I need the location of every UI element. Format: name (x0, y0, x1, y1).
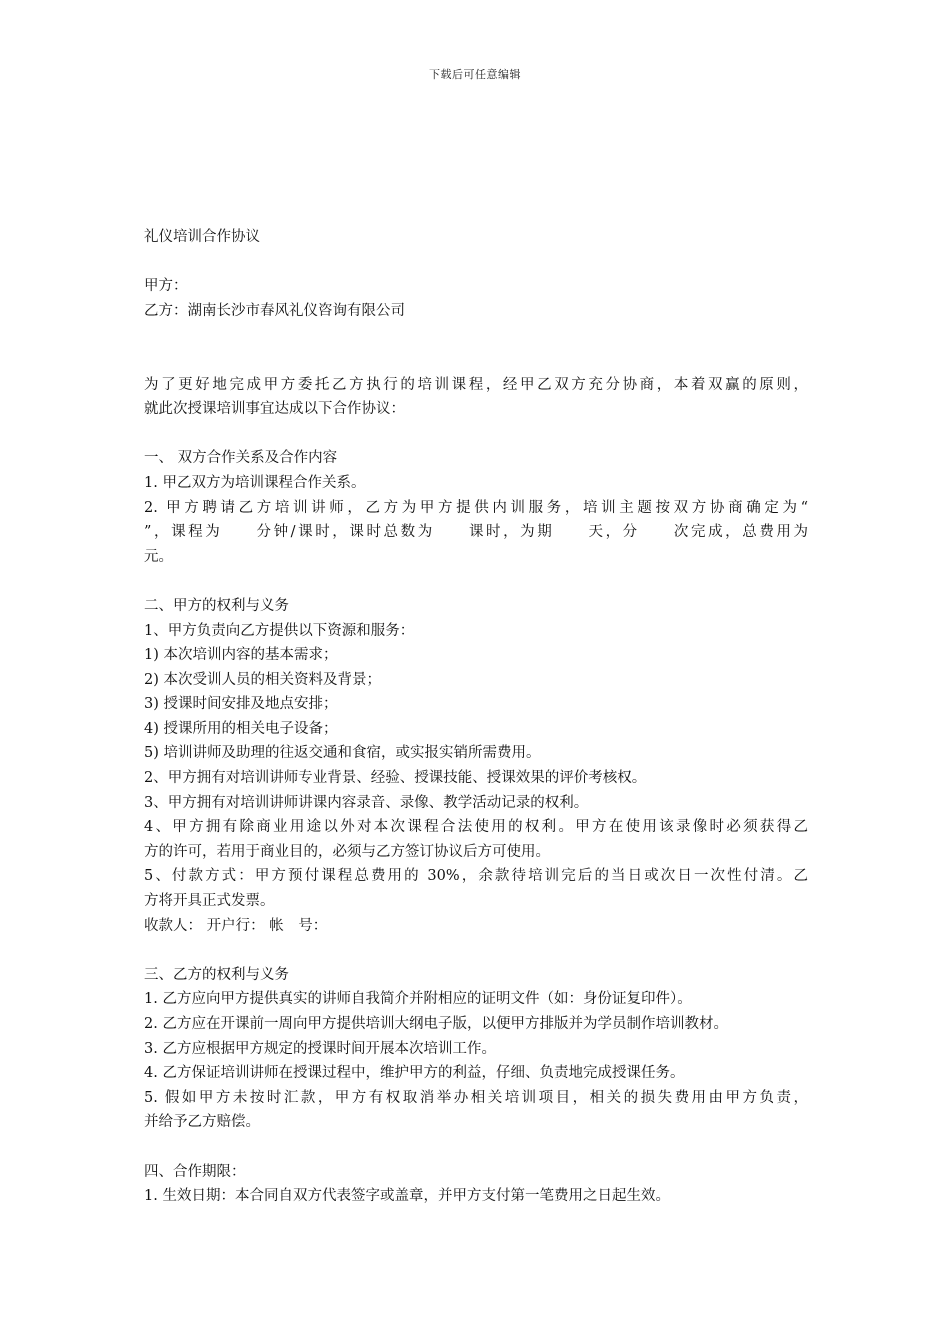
payee-line: 收款人： 开户行： 帐 号： (144, 917, 328, 934)
clause-line: 1) 本次培训内容的基本需求； (144, 647, 338, 664)
clause-line: 方将开具正式发票。 (144, 893, 275, 910)
section-heading: 三、乙方的权利与义务 (144, 966, 289, 983)
spacer (144, 323, 808, 372)
clause-line: 4、甲方拥有除商业用途以外对本次课程合法使用的权利。甲方在使用该录像时必须获得乙 (144, 819, 808, 836)
clause-line: 4. 乙方保证培训讲师在授课过程中，维护甲方的利益，仔细、负责地完成授课任务。 (144, 1065, 685, 1082)
spacer (144, 422, 808, 447)
party-b-line: 乙方：湖南长沙市春风礼仪咨询有限公司 (144, 302, 405, 319)
document-body (144, 225, 808, 1209)
clause-line: 2) 本次受训人员的相关资料及背景； (144, 671, 381, 688)
clause-line: ”，课程为 分钟/课时，课时总数为 课时，为期 天，分 次完成，总费用为 (144, 524, 808, 541)
clause-line: 1. 生效日期：本合同自双方代表签字或盖章，并甲方支付第一笔费用之日起生效。 (144, 1188, 670, 1205)
clause-line: 1、甲方负责向乙方提供以下资源和服务： (144, 622, 415, 639)
clause-line: 方的许可，若用于商业目的，必须与乙方签订协议后方可使用。 (144, 843, 550, 860)
clause-line: 4) 授课所用的相关电子设备； (144, 720, 338, 737)
clause-line: 3. 乙方应根据甲方规定的授课时间开展本次培训工作。 (144, 1040, 496, 1057)
clause-line: 5) 培训讲师及助理的往返交通和食宿，或实报实销所需费用。 (144, 745, 541, 762)
section-heading: 一、 双方合作关系及合作内容 (144, 450, 338, 467)
clause-line: 3、甲方拥有对培训讲师讲课内容录音、录像、教学活动记录的权利。 (144, 794, 589, 811)
clause-line: 1. 甲乙双方为培训课程合作关系。 (144, 474, 366, 491)
spacer (144, 1135, 808, 1160)
spacer (144, 938, 808, 963)
clause-line: 2、甲方拥有对培训讲师专业背景、经验、授课技能、授课效果的评价考核权。 (144, 770, 647, 787)
section-heading: 四、合作期限： (144, 1163, 246, 1180)
clause-line: 1. 乙方应向甲方提供真实的讲师自我简介并附相应的证明文件（如：身份证复印件）。 (144, 991, 692, 1008)
intro-line: 就此次授课培训事宜达成以下合作协议： (144, 401, 405, 418)
clause-line: 5、付款方式：甲方预付课程总费用的 30%，余款待培训完后的当日或次日一次性付清。乙 (144, 868, 808, 885)
clause-line: 2. 甲方聘请乙方培训讲师，乙方为甲方提供内训服务，培训主题按双方协商确定为“ (144, 499, 808, 516)
intro-line: 为了更好地完成甲方委托乙方执行的培训课程，经甲乙双方充分协商，本着双赢的原则， (144, 376, 808, 393)
clause-line: 2. 乙方应在开课前一周向甲方提供培训大纲电子版，以便甲方排版并为学员制作培训教材。 (144, 1016, 728, 1032)
spacer (144, 250, 808, 275)
clause-line: 3) 授课时间安排及地点安排； (144, 696, 338, 713)
party-a-line: 甲方： (144, 278, 188, 295)
section-heading: 二、甲方的权利与义务 (144, 597, 289, 614)
document-title: 礼仪培训合作协议 (144, 229, 260, 245)
spacer (144, 569, 808, 594)
page-header-note: 下载后可任意编辑 (429, 68, 521, 81)
clause-line: 元。 (144, 548, 173, 565)
clause-line: 5. 假如甲方未按时汇款，甲方有权取消举办相关培训项目，相关的损失费用由甲方负责， (144, 1089, 808, 1106)
clause-line: 并给予乙方赔偿。 (144, 1114, 260, 1131)
